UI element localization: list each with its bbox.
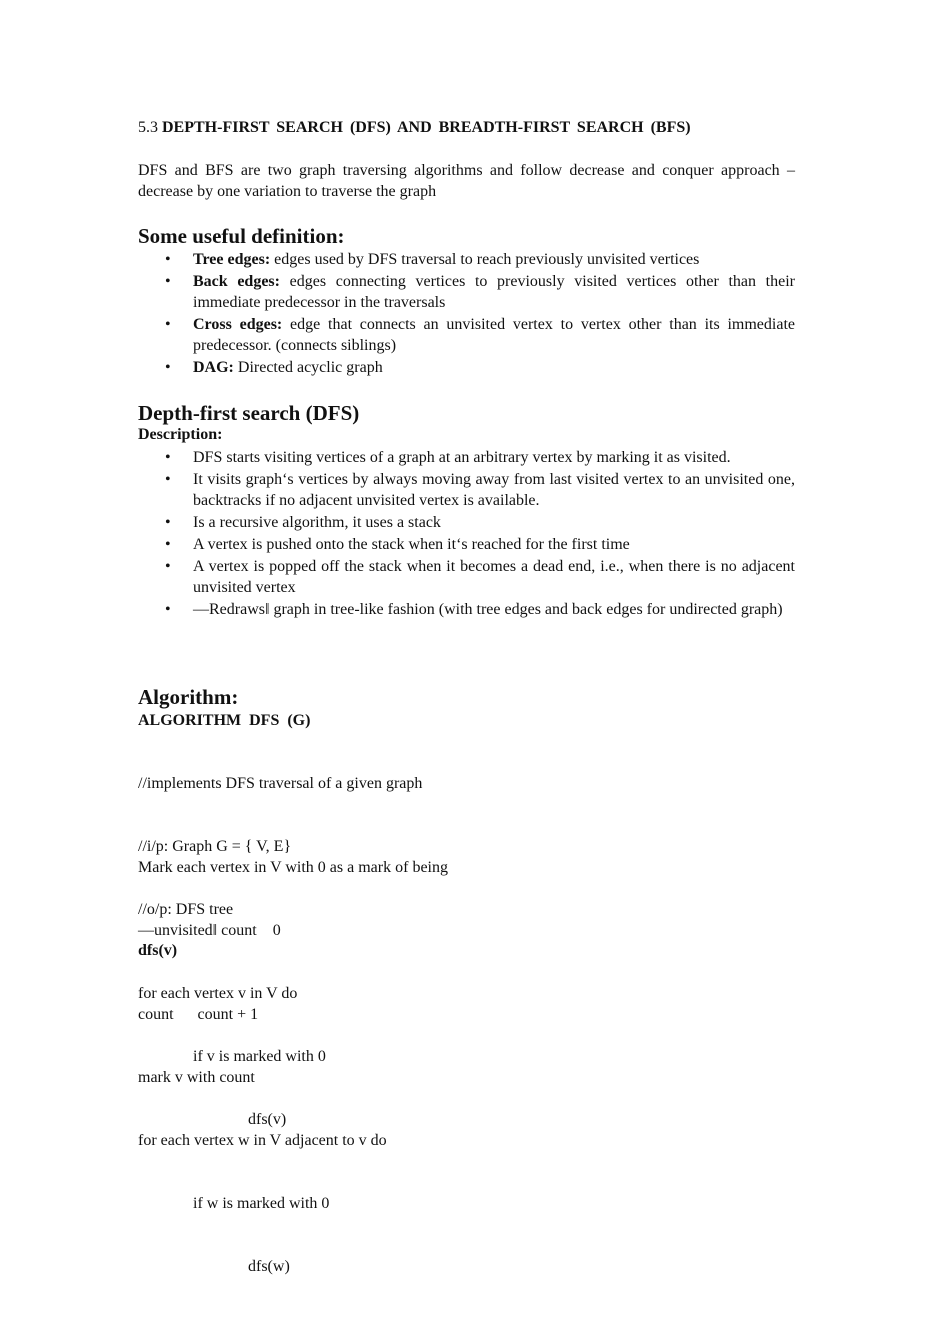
definition-item: • Cross edges: edge that connects an unvisited vertex to vertex other than its immediate predecessor. (connects siblings) <box>165 316 796 354</box>
description-item: • A vertex is popped off the stack when it becomes a dead end, i.e., when there is no adjacent unvisited vertex <box>165 558 795 596</box>
definitions-heading: Some useful definition: <box>138 224 345 248</box>
intro-paragraph: DFS and BFS are two graph traversing algorithms and follow decrease and conquer approach – decrease by one variation to traverse the graph <box>138 162 795 200</box>
description-item: • DFS starts visiting vertices of a graph at an arbitrary vertex by marking it as visited. <box>165 449 731 466</box>
code-line: count count + 1 <box>138 1006 259 1023</box>
section-heading: DEPTH-FIRST SEARCH (DFS) AND BREADTH-FIRST SEARCH (BFS) <box>162 119 691 136</box>
algorithm-name: ALGORITHM DFS (G) <box>138 712 311 729</box>
code-line: if v is marked with 0 <box>193 1048 326 1065</box>
dfs-description-list <box>138 447 795 621</box>
description-item: • ―Redraws‖ graph in tree-like fashion (with tree edges and back edges for undirected graph) <box>165 601 783 618</box>
code-line: ―unvisited‖ count 0 <box>138 922 281 939</box>
dfs-heading: Depth-first search (DFS) <box>138 401 360 425</box>
description-item: • A vertex is pushed onto the stack when it‘s reached for the first time <box>165 536 630 553</box>
description-item: • It visits graph‘s vertices by always moving away from last visited vertex to an unvisited one, backtracks if no adjacent unvisited vertex is available. <box>165 471 795 509</box>
code-line: mark v with count <box>138 1069 255 1086</box>
definition-item: • Back edges: edges connecting vertices to previously visited vertices other than their immediate predecessor in the traversals <box>165 273 795 311</box>
dfs-function-name: dfs(v) <box>138 942 178 959</box>
comment-line: //i/p: Graph G = { V, E} <box>138 838 292 855</box>
description-item: • Is a recursive algorithm, it uses a stack <box>165 514 441 531</box>
code-line: for each vertex w in V adjacent to v do <box>138 1132 387 1149</box>
comment-line: //o/p: DFS tree <box>138 901 234 918</box>
dfs-function-body <box>138 962 387 1319</box>
algorithm-heading: Algorithm: <box>138 685 239 709</box>
code-line: dfs(w) <box>248 1258 290 1275</box>
comment-line: //implements DFS traversal of a given graph <box>138 775 423 792</box>
section-title <box>138 118 691 138</box>
code-line: for each vertex v in V do <box>138 985 298 1002</box>
definition-item: • Tree edges: edges used by DFS traversal to reach previously unvisited vertices <box>165 251 700 268</box>
description-label: Description: <box>138 426 223 443</box>
section-number: 5.3 <box>138 119 158 136</box>
code-line: if w is marked with 0 <box>193 1195 330 1212</box>
code-line: dfs(v) <box>248 1111 287 1128</box>
code-line: Mark each vertex in V with 0 as a mark of being <box>138 859 448 876</box>
definition-item: • DAG: Directed acyclic graph <box>165 359 383 376</box>
definitions-list <box>138 249 795 379</box>
